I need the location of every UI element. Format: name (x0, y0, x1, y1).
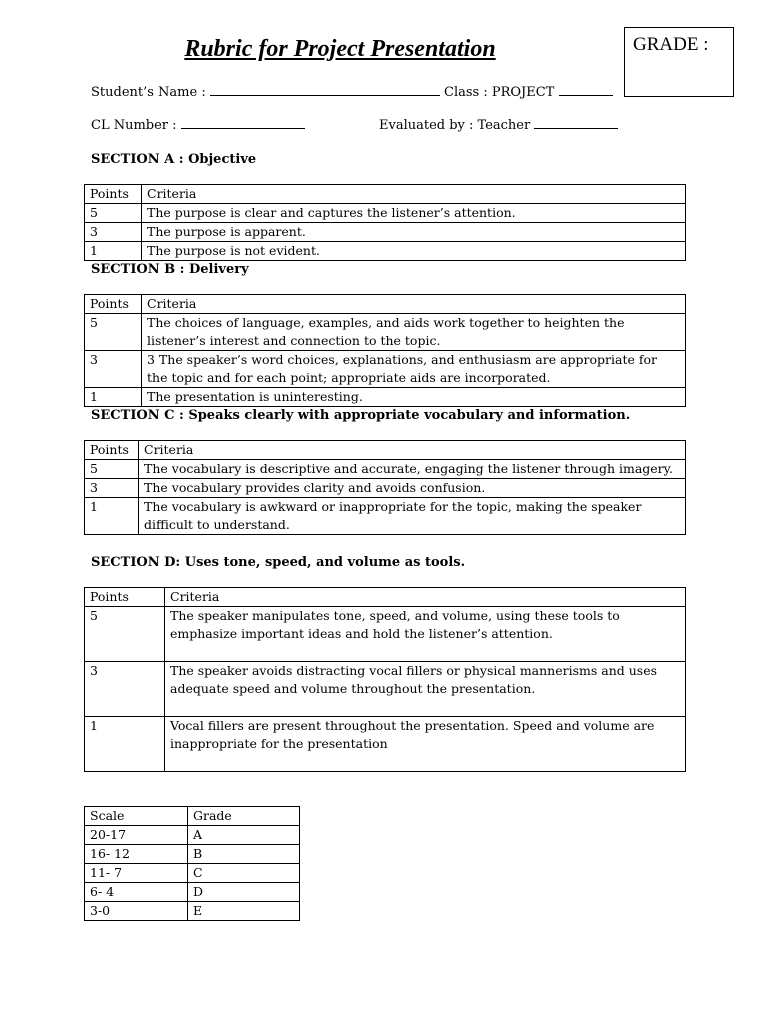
criteria-cell: The purpose is apparent. (142, 223, 686, 242)
cl-number-field[interactable] (181, 118, 305, 129)
points-cell: 3 (85, 223, 142, 242)
scale-cell: 6- 4 (85, 883, 188, 902)
scale-cell: 3-0 (85, 902, 188, 921)
table-header-row (85, 295, 686, 314)
criteria-cell: The choices of language, examples, and aids work together to heighten the listener’s interest and connection to the topic. (142, 314, 686, 351)
criteria-header: Criteria (142, 295, 686, 314)
table-row (85, 662, 686, 717)
table-row (85, 607, 686, 662)
criteria-cell: Vocal fillers are present throughout the presentation. Speed and volume are inappropriate for the presentation (165, 717, 686, 772)
student-name-label: Student’s Name : (91, 85, 206, 100)
student-name-field[interactable] (210, 85, 440, 96)
grade-cell: B (188, 845, 300, 864)
points-cell: 5 (85, 314, 142, 351)
grade-header: Grade (188, 807, 300, 826)
section-a-heading: SECTION A : Objective (91, 152, 257, 167)
table-row (85, 223, 686, 242)
points-header: Points (85, 185, 142, 204)
points-cell: 5 (85, 460, 139, 479)
table-row (85, 498, 686, 535)
table-header-row (85, 807, 300, 826)
table-header-row (85, 441, 686, 460)
class-label: Class : PROJECT (444, 85, 555, 100)
evaluated-by-label: Evaluated by : Teacher (379, 118, 531, 133)
table-row (85, 479, 686, 498)
table-header-row (85, 588, 686, 607)
grade-cell: A (188, 826, 300, 845)
class-field[interactable] (559, 85, 613, 96)
points-header: Points (85, 441, 139, 460)
table-row (85, 314, 686, 351)
section-b-table (84, 294, 686, 407)
scale-cell: 20-17 (85, 826, 188, 845)
table-row (85, 902, 300, 921)
table-row (85, 717, 686, 772)
section-c-table (84, 440, 686, 535)
evaluated-by-line (379, 118, 618, 133)
table-row (85, 826, 300, 845)
points-cell: 5 (85, 607, 165, 662)
grade-scale-table (84, 806, 300, 921)
criteria-cell: The purpose is not evident. (142, 242, 686, 261)
points-header: Points (85, 588, 165, 607)
table-row (85, 883, 300, 902)
grade-box[interactable] (624, 27, 734, 97)
points-cell: 1 (85, 498, 139, 535)
grade-cell: C (188, 864, 300, 883)
criteria-header: Criteria (165, 588, 686, 607)
section-b-heading: SECTION B : Delivery (91, 262, 249, 277)
student-name-line (91, 85, 613, 100)
points-cell: 1 (85, 717, 165, 772)
points-cell: 3 (85, 479, 139, 498)
criteria-cell: The vocabulary is awkward or inappropriate for the topic, making the speaker difficult to understand. (139, 498, 686, 535)
table-row (85, 460, 686, 479)
points-cell: 5 (85, 204, 142, 223)
table-row (85, 204, 686, 223)
points-cell: 1 (85, 242, 142, 261)
criteria-header: Criteria (142, 185, 686, 204)
points-cell: 3 (85, 662, 165, 717)
points-cell: 1 (85, 388, 142, 407)
scale-header: Scale (85, 807, 188, 826)
table-row (85, 351, 686, 388)
criteria-cell: The purpose is clear and captures the listener’s attention. (142, 204, 686, 223)
criteria-cell: The speaker manipulates tone, speed, and volume, using these tools to emphasize important ideas and hold the listener’s attention. (165, 607, 686, 662)
cl-number-line (91, 118, 305, 133)
grade-cell: E (188, 902, 300, 921)
criteria-header: Criteria (139, 441, 686, 460)
section-d-table (84, 587, 686, 772)
table-row (85, 242, 686, 261)
points-cell: 3 (85, 351, 142, 388)
page-title: Rubric for Project Presentation (184, 36, 496, 62)
grade-label: GRADE : (633, 34, 709, 55)
table-row (85, 388, 686, 407)
scale-cell: 16- 12 (85, 845, 188, 864)
table-row (85, 845, 300, 864)
evaluated-by-field[interactable] (534, 118, 618, 129)
criteria-cell: The presentation is uninteresting. (142, 388, 686, 407)
section-d-heading: SECTION D: Uses tone, speed, and volume as tools. (91, 555, 466, 570)
points-header: Points (85, 295, 142, 314)
cl-number-label: CL Number : (91, 118, 177, 133)
table-header-row (85, 185, 686, 204)
section-a-table (84, 184, 686, 261)
criteria-cell: 3 The speaker’s word choices, explanations, and enthusiasm are appropriate for the topic and for each point; appropriate aids are incorporated. (142, 351, 686, 388)
criteria-cell: The speaker avoids distracting vocal fillers or physical mannerisms and uses adequate speed and volume throughout the presentation. (165, 662, 686, 717)
table-row (85, 864, 300, 883)
criteria-cell: The vocabulary is descriptive and accurate, engaging the listener through imagery. (139, 460, 686, 479)
grade-cell: D (188, 883, 300, 902)
section-c-heading: SECTION C : Speaks clearly with appropriate vocabulary and information. (91, 408, 631, 423)
criteria-cell: The vocabulary provides clarity and avoids confusion. (139, 479, 686, 498)
scale-cell: 11- 7 (85, 864, 188, 883)
